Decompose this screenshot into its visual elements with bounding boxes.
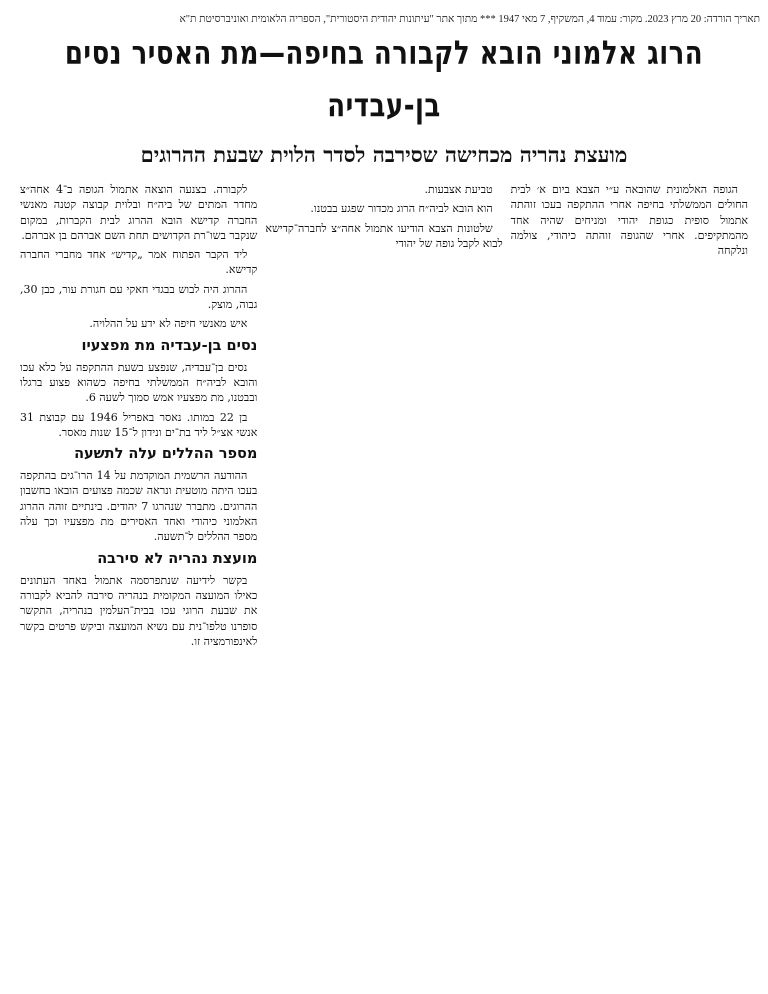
subheadline: מועצת נהריה מכחישה שסירבה לסדר הלוית שבעת ההרוגים: [140, 142, 628, 167]
paragraph: ההודעה הרשמית המוקדמת על 14 הרו־גים בהתקפה בעכו היתה מוטעית ונראה שכמה פצועים הובאו בחשבון ההרוגים. מתברר שנהרגו 7 יהודים. בינתיים זוהה ההרוג האלמוני כיהודי ואחד האסירים מת מפצעיו וכך עלה מספר ההללים ל־תשעה.: [20, 469, 258, 544]
paragraph: לקבורה. בצנעה הוצאה אתמול הגופה ב־4 אחה״צ מחדר המתים של ביה״ח ובלוית קבוצה קטנה מאנשי החברה קדישא הובא ההרוג לבית הקברות, במקום שנקבר בשו־רת הקדושים תחת השם אברהם בן אברהם.: [20, 183, 258, 242]
section-title: מספר ההללים עלה לתשעה: [74, 446, 258, 463]
column-left: [16, 182, 261, 653]
source-line: תאריך הורדה: 20 מרץ 2023. מקור: עמוד 4, המשקיף, 7 מאי 1947 *** מתוך אתר "עיתונות יהודית היסטורית", הספריה הלאומית ואוניברסיטת ת"א: [179, 14, 760, 25]
column-middle: [261, 182, 506, 653]
paragraph: נסים בן־עבדיה, שנפצע בשעת ההתקפה על כלא עכו והובא לביה״ח הממשלתי בחיפה כשהוא פצוע ברגלו ובבטנו, מת מפצעיו אמש סמוך לשעה 6.: [20, 360, 258, 405]
section-title: מועצת נהריה לא סירבה: [97, 550, 258, 567]
paragraph: בקשר לידיעה שנתפרסמה אתמול באחד העתונים כאילו המועצה המקומית בנהריה סירבה להביא לקבורה את שבעת הרוגי עכו בבית־העלמין בנהריה, התקשר סופרנו טלפו־נית עם נשיא המועצה וביקש פרטים בקשר לאינפורמציה זו.: [20, 573, 258, 648]
column-right: [507, 182, 752, 653]
article-columns: [16, 182, 752, 653]
paragraph: ההרוג היה לבוש בבגדי חאקי עם חגורת עור, כבן 30, גבוה, מוצק.: [20, 282, 258, 312]
paragraph: שלטונות הצבא הודיעו אתמול אחה״צ לחברה־קדישא לבוא לקבל גופה של יהודי: [265, 221, 503, 250]
section-title: נסים בן-עבדיה מת מפצעיו: [81, 337, 258, 354]
paragraph: הגופה האלמונית שהובאה ע״י הצבא ביום א׳ לבית החולים הממשלתי בחיפה אחרי ההתקפה בעכו זוהתה אתמול סופית כגופת יהודי ומניחים שהיה אחד מהמתקיפים. אחרי שהגופה זוהתה כיהודי, צולמה ונלקחה: [510, 183, 748, 258]
paragraph: בן 22 במותו. נאסר באפריל 1946 עם קבוצת 31 אנשי אצ״ל ליד בת־ים ונידון ל־15 שנות מאסר.: [20, 410, 258, 439]
paragraph: איש מאנשי חיפה לא ידע על ההלויה.: [89, 317, 248, 331]
paragraph: טביעת אצבעות.: [424, 183, 493, 196]
paragraph: הוא הובא לביה״ח הרוג מכדור שפגע בבטנו.: [310, 202, 493, 216]
article: [16, 35, 752, 653]
paragraph: ליד הקבר הפתוח אמר „קדיש״ אחד מחברי החברה קדישא.: [20, 248, 258, 277]
headline: הרוג אלמוני הובא לקבורה בחיפה—מת האסיר נסים בן-עבדיה: [64, 35, 704, 125]
